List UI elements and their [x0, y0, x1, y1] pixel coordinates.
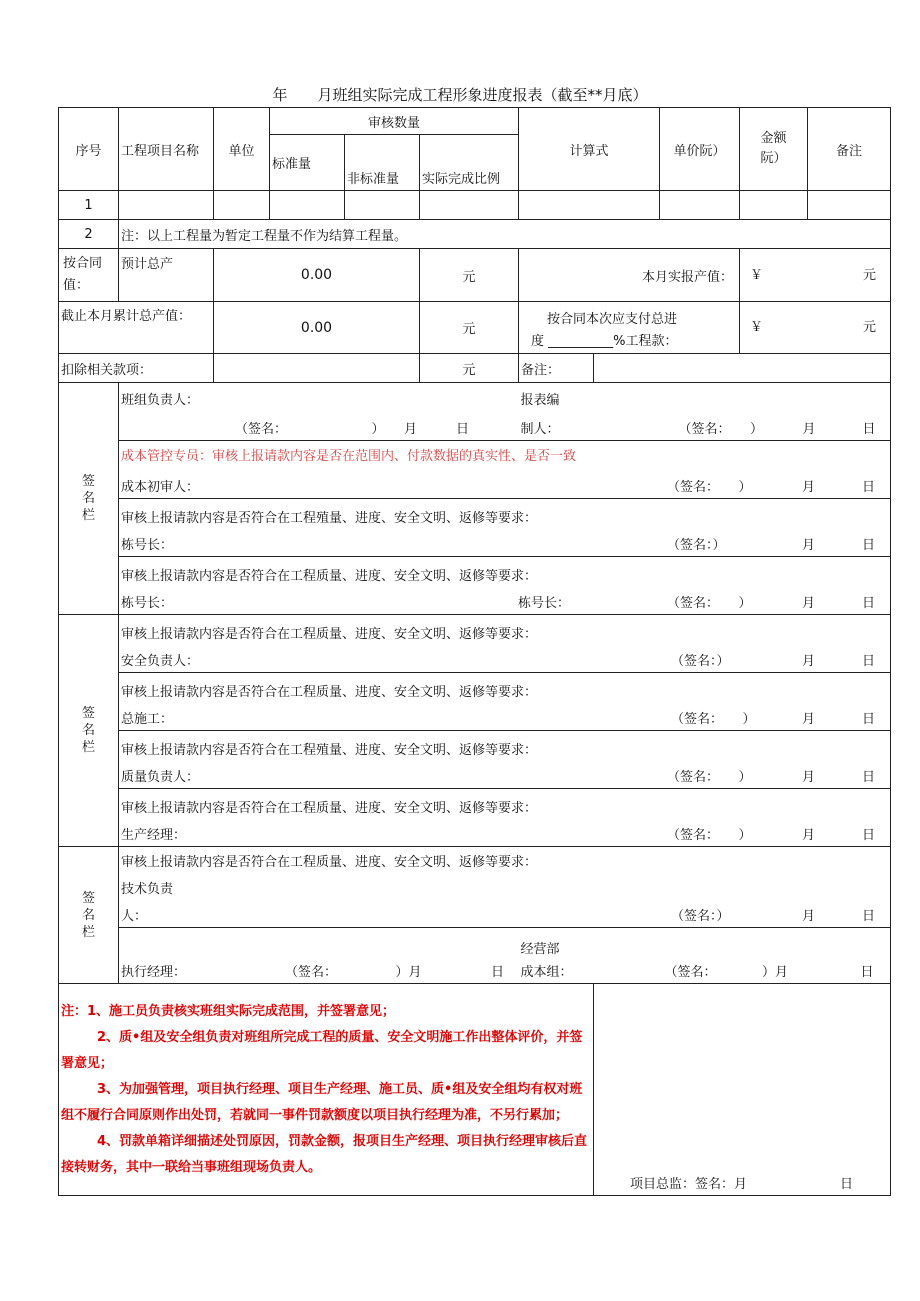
contract-value-label: 按合同值：: [63, 256, 103, 293]
notes-section: [59, 984, 594, 1196]
cost-control-instruction: 成本管控专员：审核上报请款内容是否在范围内、付款数据的真实性、是否一致: [121, 449, 577, 464]
day-field: 日: [862, 538, 876, 553]
yuan-unit: 元: [420, 354, 519, 383]
day-field: 日: [862, 422, 876, 437]
yuan-unit: 元: [863, 268, 877, 283]
col-review-qty: 审核数量: [270, 108, 519, 135]
row-cell[interactable]: [420, 191, 519, 220]
deduction-label: 扣除相关款项：: [59, 354, 214, 383]
building-lead-label: 栋号长：: [121, 596, 174, 611]
row-cell[interactable]: [214, 191, 270, 220]
general-contractor-signature[interactable]: （签名： ）: [671, 712, 756, 727]
day-field: 日: [491, 965, 505, 980]
row-seq: 2: [59, 220, 119, 249]
row-cell[interactable]: [740, 191, 808, 220]
progress-report-table: [58, 107, 891, 1196]
col-std-qty: 标准量: [270, 135, 345, 191]
row-cell[interactable]: [519, 191, 660, 220]
row-cell[interactable]: [270, 191, 345, 220]
day-field: 日: [860, 965, 874, 980]
col-unit-price: 单价阮）: [660, 108, 740, 191]
tech-lead-label2: 人：: [121, 909, 148, 924]
form-title: 年 月班组实际完成工程形象进度报表（截至**月底）: [272, 86, 648, 104]
review-instruction: 审核上报请款内容是否符合在工程质量、进度、安全文明、返修等要求：: [121, 855, 538, 870]
production-manager-signature[interactable]: （签名： ）: [667, 828, 752, 843]
tech-lead-signature[interactable]: （签名：）: [671, 909, 730, 924]
building-lead-label: 栋号长：: [121, 538, 174, 553]
cumulative-value[interactable]: 0.00: [214, 302, 420, 354]
yuan-unit: 元: [420, 249, 519, 302]
review-instruction: 审核上报请款内容是否符合在工程质量、进度、安全文明、返修等要求：: [121, 801, 538, 816]
row-cell[interactable]: [660, 191, 740, 220]
payment-progress-label: 按合同本次应支付总进: [547, 312, 678, 327]
col-seq: 序号: [59, 108, 119, 191]
report-author-signature[interactable]: （签名： ）: [678, 422, 764, 437]
month-field: 月: [802, 654, 816, 669]
month-field: 月: [802, 422, 816, 437]
col-nonstd-qty: 非标准量: [345, 135, 420, 191]
quality-lead-signature[interactable]: （签名： ）: [667, 770, 752, 785]
general-contractor-label: 总施工：: [121, 712, 174, 727]
currency-symbol: ￥: [750, 320, 764, 335]
yuan-unit: 元: [863, 320, 877, 335]
month-field: 月: [802, 909, 816, 924]
col-unit: 单位: [214, 108, 270, 191]
report-author-label2: 制人：: [520, 422, 560, 437]
building-lead-label-2: 栋号长：: [518, 596, 571, 611]
note-item: 2、质•组及安全组负责对班组所完成工程的质量、安全文明施工作出整体评价，并签署意见；: [61, 1029, 583, 1071]
day-field: 日: [862, 909, 876, 924]
estimate-value[interactable]: 0.00: [214, 249, 420, 302]
payment-progress-percent[interactable]: 度 __________%工程款：: [531, 334, 678, 349]
review-instruction: 审核上报请款内容是否符合在工程殖量、进度、安全文明、返修等要求：: [121, 743, 538, 758]
day-field: 日: [862, 654, 876, 669]
note-item: 4、罚款单箱详细描述处罚原因，罚款金额，报项目生产经理、项目执行经理审核后直接转财务，其中一联给当事班组现场负责人。: [61, 1133, 588, 1175]
review-instruction: 审核上报请款内容是否符合在工程质量、进度、安全文明、返修等要求：: [121, 569, 538, 584]
month-field: 月: [802, 596, 816, 611]
col-remark: 备注: [808, 108, 891, 191]
signature-block-label: 签 名 栏: [59, 847, 119, 984]
day-field: 日: [862, 828, 876, 843]
month-field: 月: [802, 770, 816, 785]
row-cell[interactable]: [345, 191, 420, 220]
safety-lead-signature[interactable]: （签名：）: [671, 654, 730, 669]
month-report-label: 本月实报产值：: [519, 249, 740, 302]
month-field: 月: [802, 712, 816, 727]
director-signature-area[interactable]: [594, 984, 891, 1196]
cost-reviewer-label: 成本初审人：: [121, 480, 200, 495]
day-field: 日: [862, 712, 876, 727]
note-item: 注：1、施工员负责核实班组实际完成范围，并签署意见；: [61, 1003, 396, 1019]
col-formula: 计算式: [519, 108, 660, 191]
tech-lead-label: 技术负责: [121, 882, 174, 897]
signature-block-label: 签 名 栏: [59, 615, 119, 847]
month-field: 月: [802, 538, 816, 553]
month-field: 月: [802, 828, 816, 843]
currency-symbol: ￥: [750, 268, 764, 283]
team-leader-label: 班组负责人：: [121, 393, 200, 408]
day-field: 日: [840, 1177, 854, 1192]
deduction-value[interactable]: [214, 354, 420, 383]
estimate-label: 预计总产: [121, 257, 174, 272]
summary-remark-label: 备注：: [519, 354, 594, 383]
row-seq: 1: [59, 191, 119, 220]
exec-manager-signature[interactable]: （签名： ）月: [285, 965, 422, 980]
day-field: 日: [862, 596, 876, 611]
quality-lead-label: 质量负责人：: [121, 770, 200, 785]
day-field: 日: [862, 480, 876, 495]
note-item: 3、为加强管理，项目执行经理、项目生产经理、施工员、质•组及安全组均有权对班组不履行合同原则作出处罚，若就同一事件罚款额度以项目执行经理为准，不另行累加；: [61, 1081, 583, 1123]
col-amount: 金额 阮）: [740, 108, 808, 191]
row-cell[interactable]: [119, 191, 214, 220]
director-label: 项目总监：签名：月: [630, 1177, 748, 1192]
yuan-unit: 元: [420, 302, 519, 354]
signature-block-label: 签 名 栏: [59, 383, 119, 615]
safety-lead-label: 安全负责人：: [121, 654, 200, 669]
cost-reviewer-signature[interactable]: （签名： ）: [667, 480, 752, 495]
team-leader-signature[interactable]: （签名： ） 月 日: [235, 422, 470, 437]
business-dept-label2: 成本组：: [520, 965, 573, 980]
exec-manager-label: 执行经理：: [121, 965, 187, 980]
summary-remark-value[interactable]: [594, 354, 891, 383]
review-instruction: 审核上报请款内容是否符合在工程质量、进度、安全文明、返修等要求：: [121, 627, 538, 642]
row-cell[interactable]: [808, 191, 891, 220]
col-project-name: 工程项目名称: [119, 108, 214, 191]
cumulative-value-label: 截止本月累计总产值：: [59, 302, 214, 354]
day-field: 日: [862, 770, 876, 785]
report-author-label: 报表编: [520, 393, 560, 408]
month-field: 月: [802, 480, 816, 495]
quantity-note: 注：以上工程量为暂定工程量不作为结算工程量。: [119, 220, 891, 249]
col-ratio: 实际完成比例: [420, 135, 519, 191]
review-instruction: 审核上报请款内容是否符合在工程殖量、进度、安全文明、返修等要求：: [121, 511, 538, 526]
building-lead-signature[interactable]: （签名： ）: [667, 596, 752, 611]
production-manager-label: 生产经理：: [121, 828, 187, 843]
business-dept-label: 经营部: [520, 942, 560, 957]
building-lead-signature[interactable]: （签名：）: [667, 538, 726, 553]
business-dept-signature[interactable]: （签名： ）月: [664, 965, 789, 980]
review-instruction: 审核上报请款内容是否符合在工程质量、进度、安全文明、返修等要求：: [121, 685, 538, 700]
